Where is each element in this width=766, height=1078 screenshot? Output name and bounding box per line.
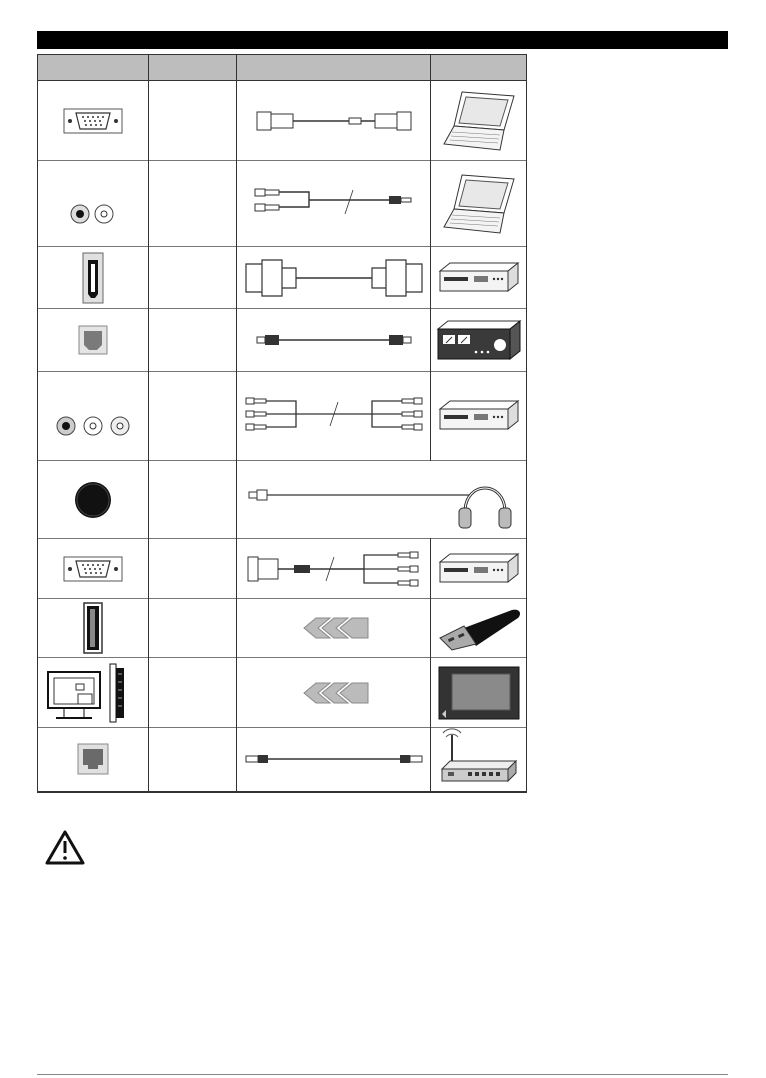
type-cell bbox=[149, 728, 237, 792]
type-cell bbox=[149, 658, 237, 728]
vga-port-icon bbox=[62, 106, 124, 136]
table-row bbox=[38, 728, 527, 792]
connector-cell bbox=[38, 658, 149, 728]
cable-cell bbox=[237, 247, 431, 309]
type-cell bbox=[149, 309, 237, 372]
dvd-player-icon bbox=[438, 261, 520, 295]
table-row bbox=[38, 247, 527, 309]
cable-cell bbox=[237, 599, 431, 658]
dvd-player-icon bbox=[438, 399, 520, 433]
connector-cell bbox=[38, 81, 149, 161]
table-row bbox=[38, 461, 527, 539]
laptop-icon bbox=[440, 171, 518, 237]
device-cell bbox=[431, 539, 527, 599]
device-cell bbox=[431, 658, 527, 728]
table-row bbox=[38, 658, 527, 728]
header-cables bbox=[237, 55, 431, 81]
warning-triangle-icon bbox=[44, 829, 86, 867]
optical-port-icon bbox=[78, 325, 108, 355]
type-cell bbox=[149, 247, 237, 309]
cable-cell bbox=[237, 81, 431, 161]
usb-stick-icon bbox=[436, 606, 522, 650]
connector-cell bbox=[38, 372, 149, 461]
laptop-icon bbox=[440, 88, 518, 154]
amplifier-icon bbox=[436, 319, 522, 361]
optical-cable-icon bbox=[249, 332, 419, 348]
connection-table bbox=[37, 54, 527, 793]
table-row bbox=[38, 81, 527, 161]
lan-cable-icon bbox=[242, 751, 426, 767]
router-icon bbox=[438, 731, 520, 787]
av-rca-triple-icon bbox=[54, 414, 132, 438]
device-cell bbox=[431, 161, 527, 247]
vga-cable-icon bbox=[249, 106, 419, 136]
insert-arrows-icon bbox=[296, 616, 372, 640]
av-rca-cable-icon bbox=[242, 394, 426, 438]
cable-cell bbox=[237, 728, 431, 792]
type-cell bbox=[149, 539, 237, 599]
cam-module-icon bbox=[438, 666, 520, 720]
device-cell bbox=[431, 81, 527, 161]
connector-cell bbox=[38, 247, 149, 309]
type-cell bbox=[149, 461, 237, 539]
cable-device-cell bbox=[237, 461, 527, 539]
vga-port-icon bbox=[62, 554, 124, 584]
cable-cell bbox=[237, 309, 431, 372]
rca-to-minijack-cable-icon bbox=[249, 184, 419, 224]
cable-cell bbox=[237, 658, 431, 728]
headphone-cable-icon bbox=[237, 470, 527, 530]
connector-cell bbox=[38, 161, 149, 247]
type-cell bbox=[149, 599, 237, 658]
connector-cell bbox=[38, 539, 149, 599]
header-device bbox=[431, 55, 527, 81]
device-cell bbox=[431, 309, 527, 372]
connector-cell bbox=[38, 461, 149, 539]
header-connector bbox=[38, 55, 149, 81]
hdmi-cable-icon bbox=[242, 256, 426, 300]
vga-to-rca-cable-icon bbox=[242, 549, 426, 589]
hdmi-port-icon bbox=[82, 252, 104, 304]
footer-rule bbox=[37, 1074, 728, 1075]
device-cell bbox=[431, 728, 527, 792]
dvd-player-icon bbox=[438, 552, 520, 586]
section-title-bar bbox=[37, 31, 728, 49]
ci-slot-icon bbox=[44, 662, 142, 724]
type-cell bbox=[149, 372, 237, 461]
connector-cell bbox=[38, 599, 149, 658]
table-header-row bbox=[38, 55, 527, 81]
ethernet-port-icon bbox=[77, 743, 109, 775]
table-row bbox=[38, 599, 527, 658]
device-cell bbox=[431, 247, 527, 309]
headphones-icon bbox=[459, 488, 511, 528]
connector-cell bbox=[38, 309, 149, 372]
audio-rca-pair-icon bbox=[68, 202, 118, 226]
type-cell bbox=[149, 161, 237, 247]
cable-cell bbox=[237, 372, 431, 461]
header-type bbox=[149, 55, 237, 81]
headphone-jack-icon bbox=[73, 480, 113, 520]
insert-arrows-icon bbox=[296, 681, 372, 705]
table-row bbox=[38, 309, 527, 372]
table-row bbox=[38, 539, 527, 599]
connector-cell bbox=[38, 728, 149, 792]
cable-cell bbox=[237, 161, 431, 247]
type-cell bbox=[149, 81, 237, 161]
cable-cell bbox=[237, 539, 431, 599]
table-row bbox=[38, 372, 527, 461]
table-row bbox=[38, 161, 527, 247]
device-cell bbox=[431, 372, 527, 461]
device-cell bbox=[431, 599, 527, 658]
usb-port-icon bbox=[83, 602, 103, 654]
